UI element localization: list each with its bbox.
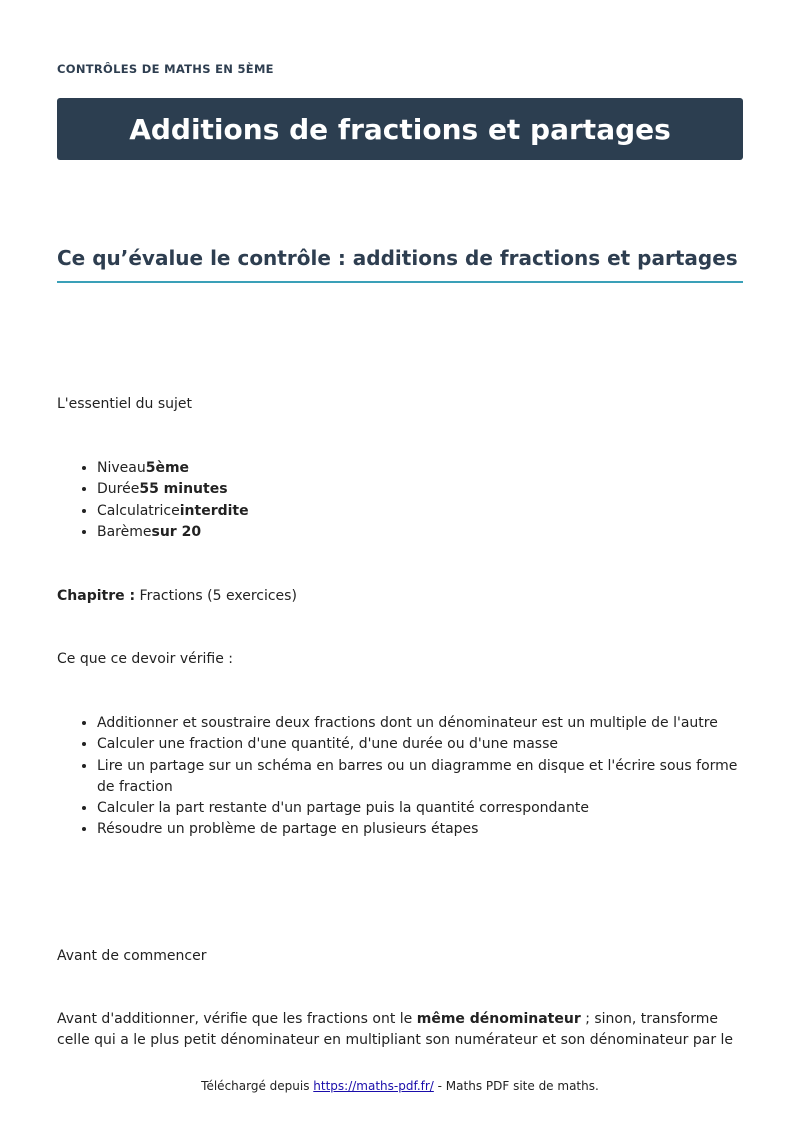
essentiel-item-value: 5ème bbox=[145, 460, 190, 476]
avant-text-before: Avant d'additionner, vérifie que les fractions ont le bbox=[57, 1011, 417, 1027]
footer-prefix: Téléchargé depuis bbox=[201, 1079, 314, 1093]
chapitre-value: Fractions (5 exercices) bbox=[139, 588, 297, 604]
avant-text-bold: même dénominateur bbox=[416, 1011, 581, 1027]
essentiel-item-value: sur 20 bbox=[151, 523, 202, 540]
essentiel-label: L'essentiel du sujet bbox=[57, 396, 193, 412]
page-title: Additions de fractions et partages bbox=[129, 112, 671, 146]
verifie-list bbox=[57, 713, 743, 841]
title-banner bbox=[57, 98, 743, 160]
chapitre-line bbox=[57, 586, 297, 607]
essentiel-item-key: Calculatrice bbox=[97, 502, 180, 519]
chapitre-label: Chapitre : bbox=[57, 588, 136, 604]
section-heading-text: Ce qu’évalue le contrôle : additions de fractions et partages bbox=[57, 246, 738, 270]
verifie-label: Ce que ce devoir vérifie : bbox=[57, 651, 234, 667]
essentiel-item-value: 55 minutes bbox=[139, 481, 228, 498]
footer-link[interactable]: https://maths-pdf.fr/ bbox=[313, 1079, 434, 1093]
essentiel-item-key: Niveau bbox=[97, 460, 146, 476]
essentiel-item bbox=[97, 501, 743, 522]
footer-suffix: - Maths PDF site de maths. bbox=[433, 1079, 599, 1093]
essentiel-item-key: Durée bbox=[97, 481, 140, 498]
essentiel-item bbox=[97, 458, 743, 479]
verifie-item: • Résoudre un problème de partage en plusieurs étapes bbox=[97, 819, 743, 840]
avant-paragraph bbox=[57, 1009, 747, 1051]
verifie-item: • Calculer la part restante d'un partage puis la quantité correspondante bbox=[97, 798, 743, 819]
verifie-item: • Lire un partage sur un schéma en barres ou un diagramme en disque et l'écrire sous forme de fraction bbox=[97, 756, 743, 799]
section-heading bbox=[57, 243, 743, 283]
essentiel-item-key: Barème bbox=[97, 523, 152, 540]
essentiel-list bbox=[57, 458, 743, 543]
avant-text-after: ; sinon, transforme celle qui a le plus petit dénominateur en multipliant son numérateur et son dénominateur par le bbox=[57, 1011, 734, 1048]
avant-label: Avant de commencer bbox=[57, 948, 207, 964]
essentiel-item-value: interdite bbox=[179, 502, 249, 519]
header-kicker: CONTRÔLES DE MATHS EN 5ÈME bbox=[57, 62, 274, 76]
verifie-item: • Additionner et soustraire deux fractions dont un dénominateur est un multiple de l'autre bbox=[97, 713, 743, 734]
essentiel-item bbox=[97, 522, 743, 543]
footer bbox=[0, 1079, 800, 1093]
verifie-item: • Calculer une fraction d'une quantité, d'une durée ou d'une masse bbox=[97, 734, 743, 755]
essentiel-item bbox=[97, 479, 743, 500]
